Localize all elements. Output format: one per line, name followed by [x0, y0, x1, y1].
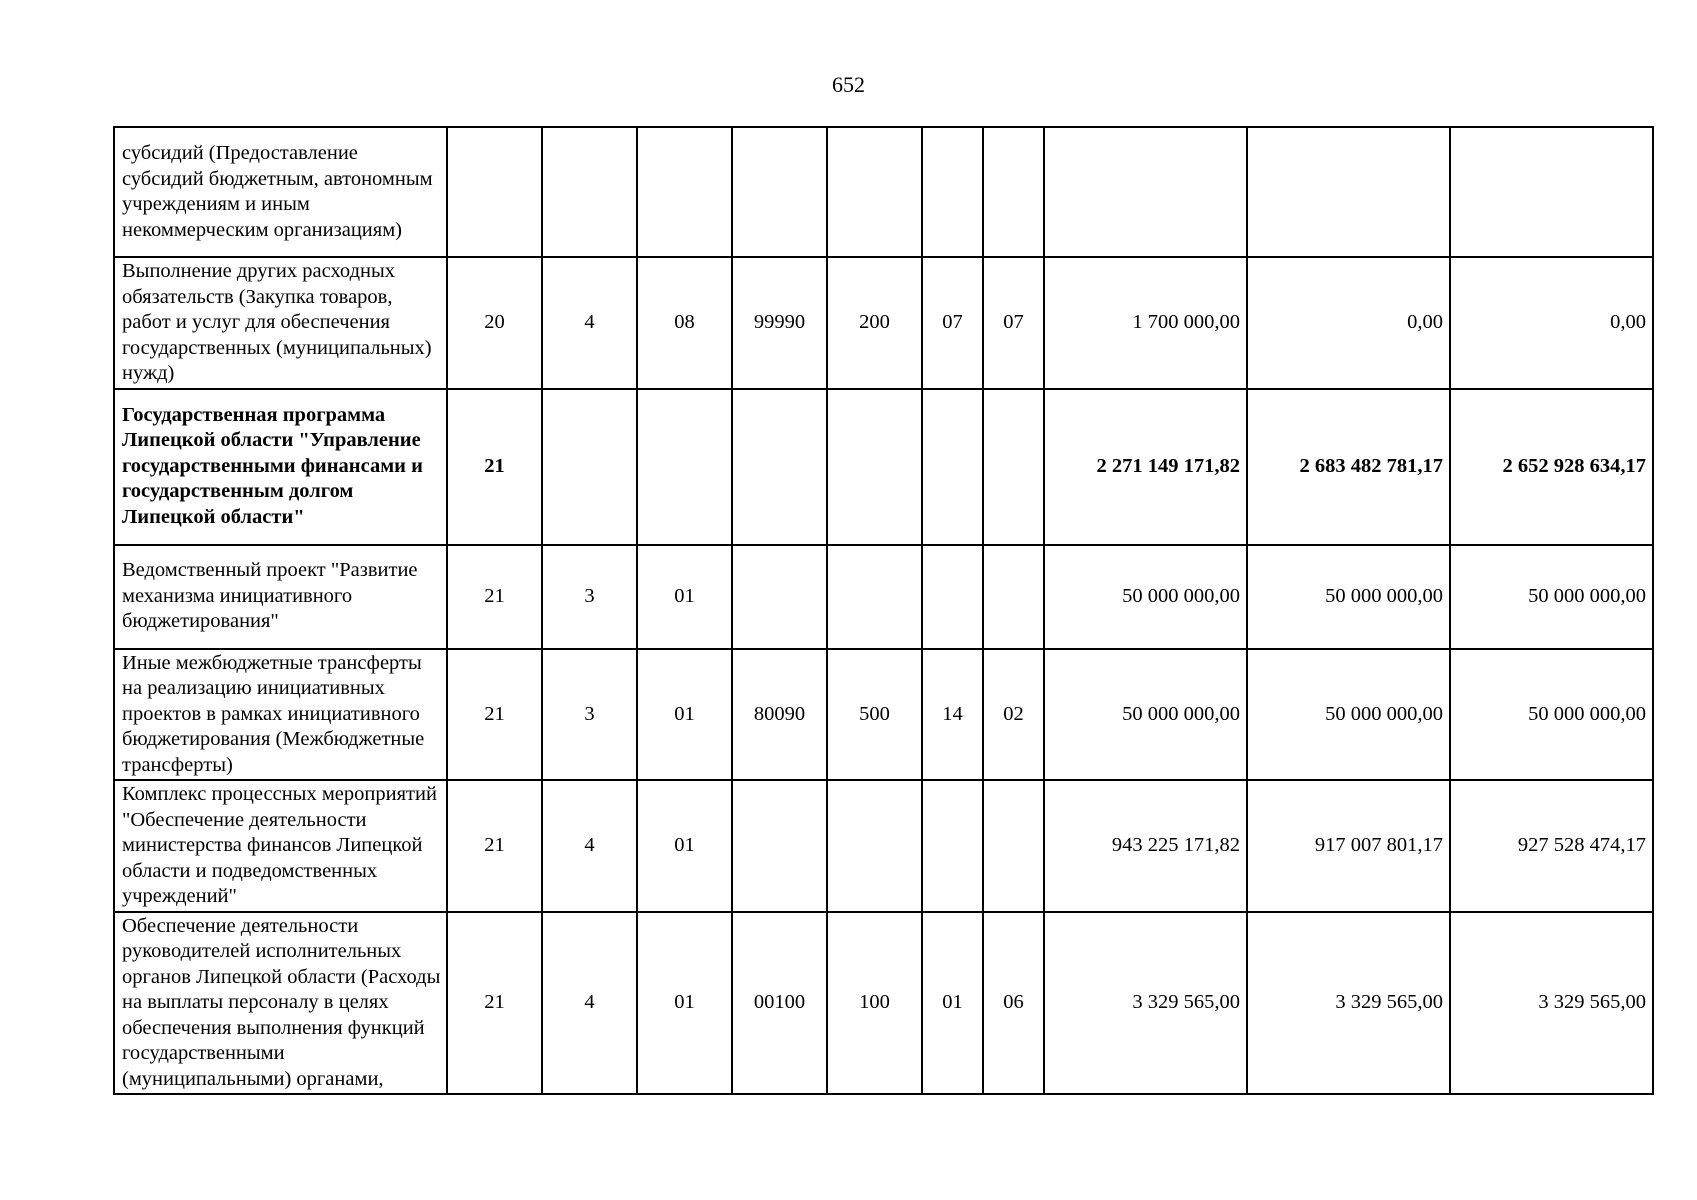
amount-year-2: 2 683 482 781,17: [1247, 389, 1450, 545]
table-row: [114, 127, 1653, 257]
program-code: 21: [447, 649, 542, 781]
row-name: Комплекс процессных мероприятий "Обеспечение деятельности министерства финансов Липецкой области и подведомственных учреждений": [114, 780, 447, 912]
section-code: 01: [922, 912, 983, 1095]
expense-type-code: [827, 780, 922, 912]
table-row: [114, 780, 1653, 912]
expense-type-code: [827, 545, 922, 649]
section-code: 14: [922, 649, 983, 781]
table-row: [114, 545, 1653, 649]
row-name: Государственная программа Липецкой области "Управление государственными финансами и государственным долгом Липецкой области": [114, 389, 447, 545]
table-row: [114, 389, 1653, 545]
section-code: [922, 780, 983, 912]
program-code: 21: [447, 545, 542, 649]
program-code: 21: [447, 389, 542, 545]
subprogram-code: 3: [542, 545, 637, 649]
amount-year-2: 3 329 565,00: [1247, 912, 1450, 1095]
amount-year-2: 50 000 000,00: [1247, 545, 1450, 649]
amount-year-3: 50 000 000,00: [1450, 649, 1653, 781]
budget-table: [113, 126, 1654, 1095]
subprogram-code: [542, 389, 637, 545]
amount-year-1: 2 271 149 171,82: [1044, 389, 1247, 545]
amount-year-2: 50 000 000,00: [1247, 649, 1450, 781]
event-code: 01: [637, 649, 732, 781]
event-code: 01: [637, 912, 732, 1095]
amount-year-2: 0,00: [1247, 257, 1450, 389]
program-code: 21: [447, 912, 542, 1095]
table-row: [114, 912, 1653, 1095]
amount-year-3: 50 000 000,00: [1450, 545, 1653, 649]
subsection-code: [983, 780, 1044, 912]
section-code: 07: [922, 257, 983, 389]
event-code: 08: [637, 257, 732, 389]
subprogram-code: 3: [542, 649, 637, 781]
subsection-code: 07: [983, 257, 1044, 389]
amount-year-1: [1044, 127, 1247, 257]
subsection-code: [983, 389, 1044, 545]
direction-code: 80090: [732, 649, 827, 781]
row-name: Обеспечение деятельности руководителей исполнительных органов Липецкой области (Расходы на выплаты персоналу в целях обеспечения выполнения функций государственными (муниципальными) органами,: [114, 912, 447, 1095]
direction-code: [732, 127, 827, 257]
expense-type-code: 500: [827, 649, 922, 781]
section-code: [922, 545, 983, 649]
table-body: [114, 127, 1653, 1094]
amount-year-3: 2 652 928 634,17: [1450, 389, 1653, 545]
subprogram-code: 4: [542, 912, 637, 1095]
expense-type-code: 200: [827, 257, 922, 389]
subsection-code: [983, 127, 1044, 257]
direction-code: 00100: [732, 912, 827, 1095]
amount-year-1: 50 000 000,00: [1044, 545, 1247, 649]
program-code: 20: [447, 257, 542, 389]
amount-year-2: [1247, 127, 1450, 257]
program-code: [447, 127, 542, 257]
page-number: 652: [832, 72, 865, 97]
amount-year-3: 0,00: [1450, 257, 1653, 389]
direction-code: 99990: [732, 257, 827, 389]
table-row: [114, 257, 1653, 389]
section-code: [922, 127, 983, 257]
subprogram-code: 4: [542, 257, 637, 389]
amount-year-3: 927 528 474,17: [1450, 780, 1653, 912]
direction-code: [732, 780, 827, 912]
amount-year-1: 3 329 565,00: [1044, 912, 1247, 1095]
event-code: [637, 127, 732, 257]
amount-year-3: [1450, 127, 1653, 257]
expense-type-code: [827, 389, 922, 545]
amount-year-1: 943 225 171,82: [1044, 780, 1247, 912]
row-name: Иные межбюджетные трансферты на реализацию инициативных проектов в рамках инициативного бюджетирования (Межбюджетные трансферты): [114, 649, 447, 781]
direction-code: [732, 389, 827, 545]
amount-year-1: 50 000 000,00: [1044, 649, 1247, 781]
expense-type-code: [827, 127, 922, 257]
event-code: 01: [637, 545, 732, 649]
row-name: субсидий (Предоставление субсидий бюджетным, автономным учреждениям и иным некоммерческим организациям): [114, 127, 447, 257]
subprogram-code: 4: [542, 780, 637, 912]
row-name: Выполнение других расходных обязательств (Закупка товаров, работ и услуг для обеспечения государственных (муниципальных) нужд): [114, 257, 447, 389]
direction-code: [732, 545, 827, 649]
subsection-code: [983, 545, 1044, 649]
amount-year-1: 1 700 000,00: [1044, 257, 1247, 389]
row-name: Ведомственный проект "Развитие механизма инициативного бюджетирования": [114, 545, 447, 649]
table-row: [114, 649, 1653, 781]
amount-year-2: 917 007 801,17: [1247, 780, 1450, 912]
section-code: [922, 389, 983, 545]
program-code: 21: [447, 780, 542, 912]
event-code: 01: [637, 780, 732, 912]
subprogram-code: [542, 127, 637, 257]
subsection-code: 02: [983, 649, 1044, 781]
amount-year-3: 3 329 565,00: [1450, 912, 1653, 1095]
event-code: [637, 389, 732, 545]
subsection-code: 06: [983, 912, 1044, 1095]
expense-type-code: 100: [827, 912, 922, 1095]
